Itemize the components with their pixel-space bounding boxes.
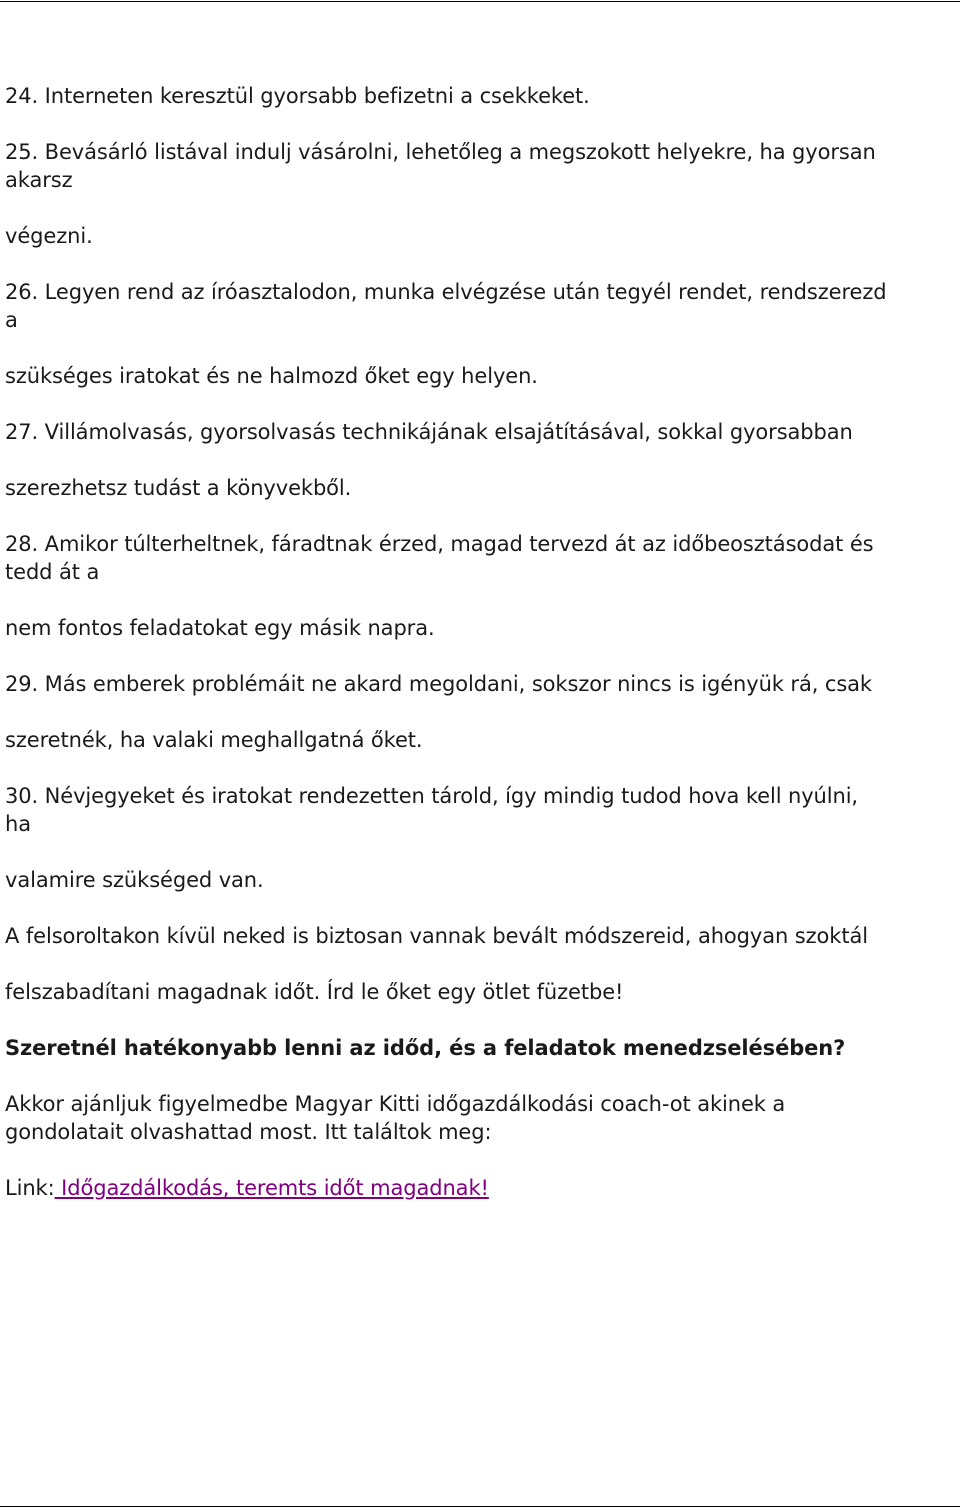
list-item-27-line2: szerezhetsz tudást a könyvekből. bbox=[5, 476, 352, 500]
recommendation-line1: Akkor ajánljuk figyelmedbe Magyar Kitti időgazdálkodási coach-ot akinek a bbox=[5, 1092, 786, 1116]
list-item-26-line2: a bbox=[5, 308, 18, 332]
list-item-24: 24. Interneten keresztül gyorsabb befizetni a csekkeket. bbox=[5, 84, 590, 108]
bottom-rule bbox=[0, 1506, 960, 1507]
link-row bbox=[5, 1174, 489, 1202]
recommendation-line2: gondolatait olvashattad most. Itt találtok meg: bbox=[5, 1120, 492, 1144]
highlight-question: Szeretnél hatékonyabb lenni az időd, és a feladatok menedzselésében? bbox=[5, 1036, 846, 1060]
list-item-26-line3: szükséges iratokat és ne halmozd őket egy helyen. bbox=[5, 364, 538, 388]
link-label: Link: bbox=[5, 1176, 55, 1200]
list-item-28-line1: 28. Amikor túlterheltnek, fáradtnak érzed, magad tervezd át az időbeosztásodat és bbox=[5, 532, 874, 556]
list-item-25-line1: 25. Bevásárló listával indulj vásárolni, lehetőleg a megszokott helyekre, ha gyorsan bbox=[5, 140, 876, 164]
list-item-25-line2: akarsz bbox=[5, 168, 73, 192]
list-item-25-line3: végezni. bbox=[5, 224, 93, 248]
closing-paragraph-line1: A felsoroltakon kívül neked is biztosan vannak bevált módszereid, ahogyan szoktál bbox=[5, 924, 868, 948]
list-item-29-line2: szeretnék, ha valaki meghallgatná őket. bbox=[5, 728, 423, 752]
list-item-28-line2: tedd át a bbox=[5, 560, 100, 584]
top-rule bbox=[0, 1, 960, 2]
time-management-link[interactable]: Időgazdálkodás, teremts időt magadnak! bbox=[54, 1176, 489, 1200]
list-item-30-line1: 30. Névjegyeket és iratokat rendezetten tárold, így mindig tudod hova kell nyúlni, bbox=[5, 784, 859, 808]
list-item-26-line1: 26. Legyen rend az íróasztalodon, munka elvégzése után tegyél rendet, rendszerezd bbox=[5, 280, 887, 304]
list-item-30-line2: ha bbox=[5, 812, 31, 836]
list-item-27-line1: 27. Villámolvasás, gyorsolvasás technikájának elsajátításával, sokkal gyorsabban bbox=[5, 420, 853, 444]
closing-paragraph-line2: felszabadítani magadnak időt. Írd le őket egy ötlet füzetbe! bbox=[5, 980, 624, 1004]
list-item-28-line3: nem fontos feladatokat egy másik napra. bbox=[5, 616, 435, 640]
list-item-29-line1: 29. Más emberek problémáit ne akard megoldani, sokszor nincs is igényük rá, csak bbox=[5, 672, 872, 696]
list-item-30-line3: valamire szükséged van. bbox=[5, 868, 264, 892]
